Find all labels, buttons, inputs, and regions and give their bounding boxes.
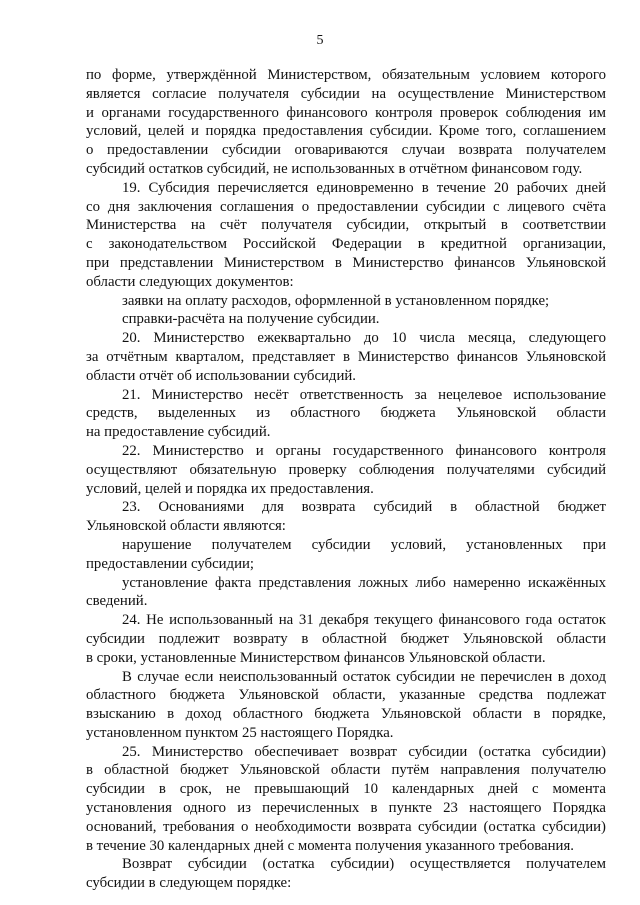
text-line: субсидии в срок, не превышающий 10 календарных дней с момента <box>86 781 606 798</box>
text-line: 23. Основаниями для возврата субсидий в областной бюджет <box>122 499 606 516</box>
text-line: и органами государственного финансового контроля проверок соблюдения им <box>86 104 606 121</box>
text-line: субсидии подлежит возврату в областной бюджет Ульяновской области <box>86 630 606 647</box>
text-line: средств, выделенных из областного бюджета Ульяновской области <box>86 405 606 422</box>
text-line: с законодательством Российской Федерации в кредитной организации, <box>86 236 606 253</box>
text-line: осуществляют обязательную проверку соблюдения получателями субсидий <box>86 461 606 478</box>
text-line: за отчётным кварталом, представляет в Министерство финансов Ульяновской <box>86 348 606 365</box>
text-line: В случае если неиспользованный остаток субсидии не перечислен в доход <box>122 668 606 685</box>
text-line: субсидий остатков субсидий, не использованных в отчётном финансовом году. <box>86 160 583 177</box>
text-line: предоставлении субсидии; <box>86 555 255 572</box>
text-line: о предоставлении субсидии оговариваются случаи возврата получателем <box>86 142 606 159</box>
text-line: со дня заключения соглашения о предоставлении субсидии с лицевого счёта <box>86 198 606 215</box>
text-line: оснований, требования о необходимости возврата субсидии (остатка субсидии) <box>86 818 606 835</box>
text-line: Возврат субсидии (остатка субсидии) осуществляется получателем <box>122 856 606 873</box>
text-line: 19. Субсидия перечисляется единовременно в течение 20 рабочих дней <box>122 179 606 196</box>
text-line: заявки на оплату расходов, оформленной в установленном порядке; <box>122 292 550 309</box>
text-line: субсидии в следующем порядке: <box>86 875 292 892</box>
text-line: 24. Не использованный на 31 декабря текущего финансового года остаток <box>122 612 606 629</box>
text-line: установления одного из перечисленных в пункте 23 настоящего Порядка <box>86 800 606 817</box>
text-line: на предоставление субсидий. <box>86 424 271 441</box>
text-line: Ульяновской области являются: <box>86 518 286 535</box>
text-line: 22. Министерство и органы государственного финансового контроля <box>122 442 606 459</box>
text-line: области отчёт об использовании субсидий. <box>86 367 356 384</box>
text-line: областного бюджета Ульяновской области, указанные средства подлежат <box>86 687 606 704</box>
text-line: установленном пунктом 25 настоящего Порядка. <box>86 724 394 741</box>
page-number: 5 <box>316 33 324 48</box>
text-line: по форме, утверждённой Министерством, обязательным условием которого <box>86 67 606 83</box>
document-body <box>86 66 606 893</box>
text-line: 21. Министерство несёт ответственность за нецелевое использование <box>122 386 606 403</box>
text-line: условий, целей и порядка их предоставления. <box>86 480 374 497</box>
text-line: сведений. <box>86 593 148 610</box>
text-line: области следующих документов: <box>86 273 294 290</box>
text-line: в течение 30 календарных дней с момента получения указанного требования. <box>86 837 574 854</box>
text-line: установление факта представления ложных либо намеренно искажённых <box>122 574 606 591</box>
text-line: в областной бюджет Ульяновской области путём направления получателю <box>86 762 606 779</box>
text-line: 25. Министерство обеспечивает возврат субсидии (остатка субсидии) <box>122 743 606 760</box>
text-line: условий, целей и порядка предоставления субсидии. Кроме того, соглашением <box>86 123 606 140</box>
text-line: является согласие получателя субсидии на осуществление Министерством <box>86 85 606 102</box>
text-line: справки-расчёта на получение субсидии. <box>122 311 380 328</box>
text-line: нарушение получателем субсидии условий, установленных при <box>122 536 606 553</box>
text-line: в сроки, установленные Министерством финансов Ульяновской области. <box>86 649 546 666</box>
text-line: 20. Министерство ежеквартально до 10 числа месяца, следующего <box>122 330 606 347</box>
text-line: Министерства на счёт получателя субсидии, открытый в соответствии <box>86 217 606 234</box>
text-line: при представлении Министерством в Министерство финансов Ульяновской <box>86 254 606 271</box>
text-line: взысканию в доход областного бюджета Ульяновской области в порядке, <box>86 706 606 723</box>
